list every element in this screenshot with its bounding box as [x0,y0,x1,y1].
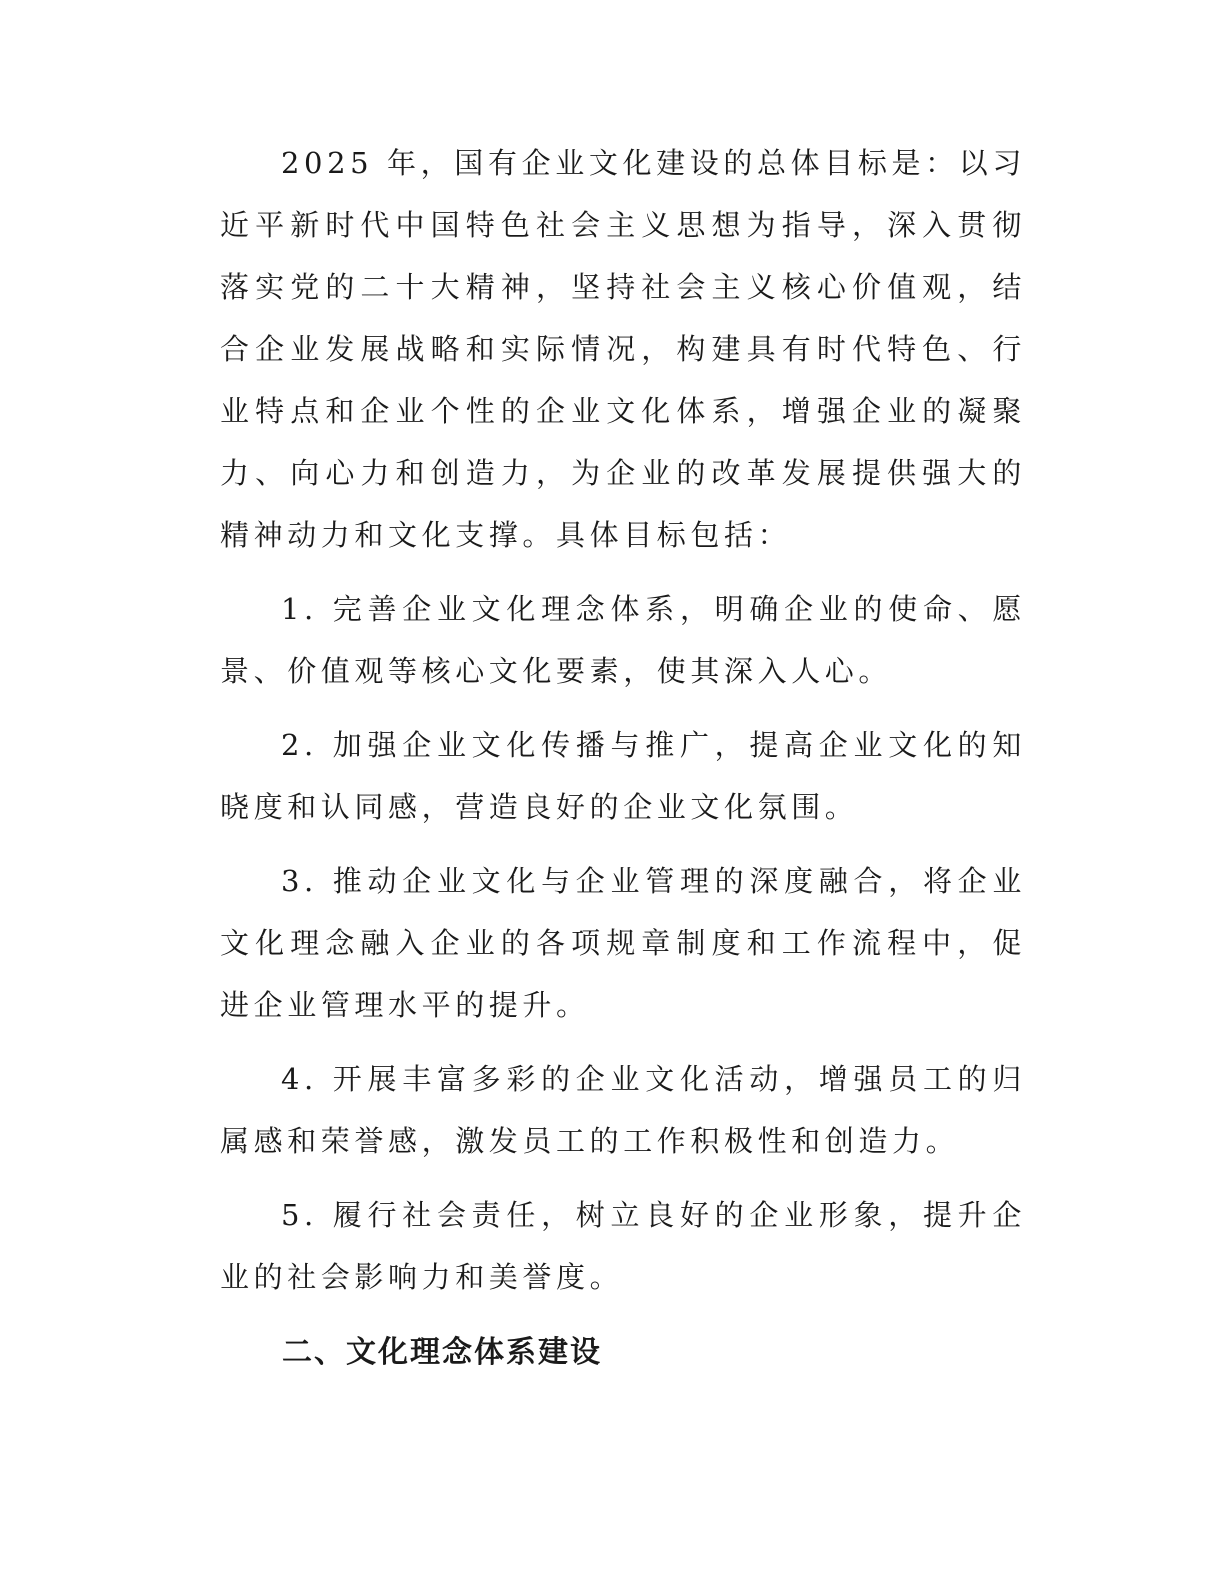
goal-item-5: 5. 履行社会责任，树立良好的企业形象，提升企业的社会影响力和美誉度。 [220,1198,1026,1294]
goal-item-2: 2. 加强企业文化传播与推广，提高企业文化的知晓度和认同感，营造良好的企业文化氛围。 [220,728,1026,824]
goal-item-3: 3. 推动企业文化与企业管理的深度融合，将企业文化理念融入企业的各项规章制度和工作流程中，促进企业管理水平的提升。 [220,864,1026,1022]
goal-item-1: 1. 完善企业文化理念体系，明确企业的使命、愿景、价值观等核心文化要素，使其深入人心。 [220,592,1026,688]
goal-item-4: 4. 开展丰富多彩的企业文化活动，增强员工的归属感和荣誉感，激发员工的工作积极性和创造力。 [220,1062,1026,1158]
section-heading: 二、文化理念体系建设 [282,1335,602,1370]
document-body [220,132,1026,1384]
intro-paragraph: 2025 年，国有企业文化建设的总体目标是：以习近平新时代中国特色社会主义思想为指导，深入贯彻落实党的二十大精神，坚持社会主义核心价值观，结合企业发展战略和实际情况，构建具有时代特色、行业特点和企业个性的企业文化体系，增强企业的凝聚力、向心力和创造力，为企业的改革发展提供强大的精神动力和文化支撑。具体目标包括： [220,146,1026,552]
